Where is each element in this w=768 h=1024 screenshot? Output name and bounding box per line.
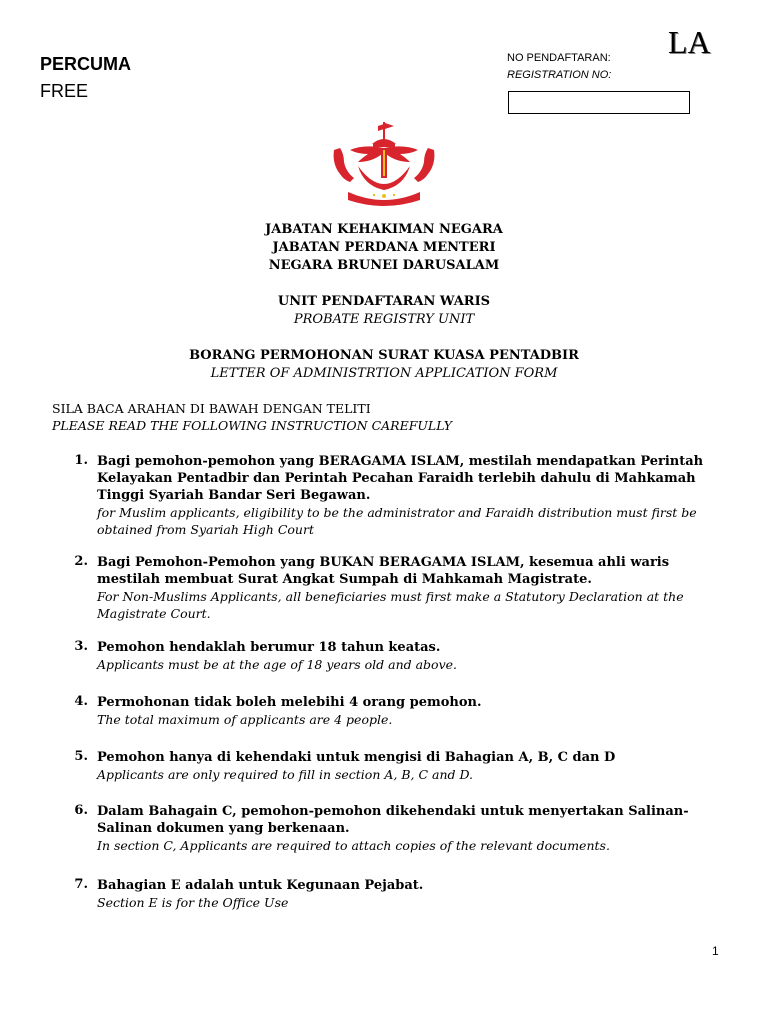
instruction-number: 4. xyxy=(74,694,88,709)
department-line-3: NEGARA BRUNEI DARUSALAM xyxy=(268,258,500,273)
brunei-crest-emblem xyxy=(328,120,440,208)
instruction-text-en: for Muslim applicants, eligibility to be the administrator and Faraidh distribution must first be obtained from Syariah High Court xyxy=(97,505,697,537)
form-title-ms: BORANG PERMOHONAN SURAT KUASA PENTADBIR xyxy=(189,348,579,363)
page-number: 1 xyxy=(712,944,719,958)
department-line-2: JABATAN PERDANA MENTERI xyxy=(272,240,496,255)
instructions-heading-ms: SILA BACA ARAHAN DI BAWAH DENGAN TELITI xyxy=(52,401,371,416)
instruction-number: 2. xyxy=(74,554,88,569)
instruction-text-en: In section C, Applicants are required to attach copies of the relevant documents. xyxy=(97,838,610,853)
instruction-text-ms: Bahagian E adalah untuk Kegunaan Pejabat. xyxy=(97,878,424,893)
instruction-number: 7. xyxy=(74,877,88,892)
form-code: LA xyxy=(668,24,711,60)
free-label-ms: PERCUMA xyxy=(40,54,132,74)
free-label-en: FREE xyxy=(40,81,89,101)
unit-title-ms: UNIT PENDAFTARAN WARIS xyxy=(277,294,491,309)
instruction-number: 3. xyxy=(74,639,88,654)
instruction-text-ms: Pemohon hanya di kehendaki untuk mengisi di Bahagian A, B, C dan D xyxy=(97,750,616,765)
form-title-en: LETTER OF ADMINISTRTION APPLICATION FORM xyxy=(210,366,558,381)
instruction-text-en: Section E is for the Office Use xyxy=(97,895,289,910)
registration-label-ms: NO PENDAFTARAN: xyxy=(507,52,611,64)
unit-title-en: PROBATE REGISTRY UNIT xyxy=(293,312,475,327)
instruction-number: 5. xyxy=(74,749,88,764)
instruction-text-ms: Permohonan tidak boleh melebihi 4 orang pemohon. xyxy=(97,695,482,710)
instruction-text-en: Applicants are only required to fill in section A, B, C and D. xyxy=(97,767,474,782)
instruction-text-ms: Dalam Bahagain C, pemohon-pemohon dikehendaki untuk menyertakan Salinan-Salinan dokumen yang berkenaan. xyxy=(97,804,689,836)
registration-label-en: REGISTRATION NO: xyxy=(507,69,612,81)
instruction-number: 6. xyxy=(74,803,88,818)
department-line-1: JABATAN KEHAKIMAN NEGARA xyxy=(265,222,503,237)
instruction-text-en: Applicants must be at the age of 18 years old and above. xyxy=(97,657,458,672)
instructions-heading-en: PLEASE READ THE FOLLOWING INSTRUCTION CAREFULLY xyxy=(52,418,452,433)
instruction-number: 1. xyxy=(74,453,88,468)
instruction-text-en: For Non-Muslims Applicants, all beneficiaries must first make a Statutory Declaration at the Magistrate Court. xyxy=(97,589,684,621)
instruction-text-ms: Bagi pemohon-pemohon yang BERAGAMA ISLAM, mestilah mendapatkan Perintah Kelayakan Pentadbir dan Perintah Pecahan Faraidh terlebih dahulu di Mahkamah Tinggi Syariah Bandar Seri Begawan. xyxy=(97,454,704,503)
registration-number-field[interactable] xyxy=(508,91,690,114)
instruction-text-ms: Pemohon hendaklah berumur 18 tahun keatas. xyxy=(97,640,441,655)
instruction-text-en: The total maximum of applicants are 4 people. xyxy=(97,712,393,727)
instruction-text-ms: Bagi Pemohon-Pemohon yang BUKAN BERAGAMA ISLAM, kesemua ahli waris mestilah membuat Surat Angkat Sumpah di Mahkamah Magistrate. xyxy=(97,555,670,587)
